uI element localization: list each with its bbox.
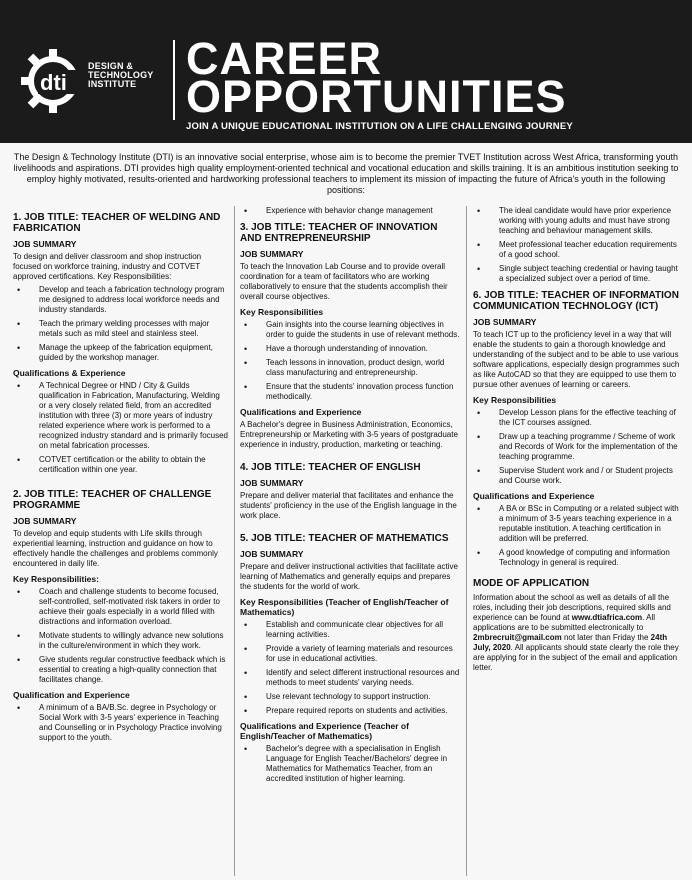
list-item: • Coach and challenge students to become focused, self-controlled, self-motivated risk takers in order to achieve their goals especially in a world filled with distractions and information overload. [31,587,229,627]
header-banner [0,0,692,143]
list-item: • Manage the upkeep of the fabrication equipment, guided by the workshop manager. [31,343,229,363]
deadline-date: 24th July, 2020 [473,633,668,652]
brand-name [88,62,154,89]
list-item: • A BA or BSc in Computing or a related subject with a minimum of 3-5 years teaching experience in a reputable institution. A teaching certification in addition will be preferred. [491,504,683,544]
list-item: • Motivate students to willingly advance new solutions in the culture/environment in which they work. [31,631,229,651]
list-item: • The ideal candidate would have prior experience working with young adults and must have strong teaching and behaviour management skills. [491,206,683,236]
qualification-list [13,703,229,743]
job-title: 4. JOB TITLE: TEACHER OF ENGLISH [240,462,421,473]
application-text-part: not later than Friday the [561,633,649,642]
column-divider [466,206,467,876]
intro-paragraph: The Design & Technology Institute (DTI) is an innovative social enterprise, whose aim is to become the premier TVET Institution across West Africa, transforming youth livelihoods and aspirations. DTI provides high quality employment-oriented technical and vocational education and skills training. It is an ambitious institution seeking to employ highly motivated, results-oriented and hardworking professional teachers to implement its mission of impacting the future of Africa's youth in the following positions: [13,152,679,195]
job-title: 2. JOB TITLE: TEACHER OF CHALLENGE PROGRAMME [13,489,212,511]
section-heading: JOB SUMMARY [240,249,304,259]
application-text [473,593,683,673]
qualification-list [240,206,460,216]
list-item: • Teach the primary welding processes with major metals such as mild steel and stainless steel. [31,319,229,339]
list-item: • Provide a variety of learning materials and resources for use in educational activities. [258,644,460,664]
list-item: • Draw up a teaching programme / Scheme of work and Records of Work for the implementation of the teaching programme. [491,432,683,462]
responsibility-list [473,408,683,486]
list-item: • Teach lessons in innovation, product design, world class manufacturing and entrepreneurship. [258,358,460,378]
tagline: JOIN A UNIQUE EDUCATIONAL INSTITUTION ON A LIFE CHALLENGING JOURNEY [186,121,573,132]
qualification-list [13,381,229,475]
job-summary: To teach ICT up to the proficiency level in a way that will enable the students to gain a thorough knowledge and understanding of the subject and to be able to use various software applications, especially design programmes such as like AutoCAD so that they are equipped to use them to pursue other avenues of learning or careers. [473,330,680,389]
list-item: • Identify and select different instructional resources and methods to meet students' varying needs. [258,668,460,688]
list-item: • Ensure that the students' innovation process function methodically. [258,382,460,402]
list-item: • COTVET certification or the ability to obtain the certification within one year. [31,455,229,475]
list-item: • A minimum of a BA/B.Sc. degree in Psychology or Social Work with 3-5 years' experience in Teaching and Counselling or in Psychology Practice involving support to the youth. [31,703,229,743]
list-item: • Single subject teaching credential or having taught a specialized subject over a period of time. [491,264,683,284]
qualification-list [240,744,460,784]
section-heading: Qualifications & Experience [13,368,126,378]
section-heading: Qualifications and Experience (Teacher of English/Teacher of Mathematics) [240,721,409,741]
qualification-list [473,206,683,284]
list-item: • A good knowledge of computing and information Technology in general is required. [491,548,683,568]
email-link[interactable]: 2mbrecruit@gmail.com [473,633,562,642]
dti-logo [18,46,168,116]
list-item: • Give students regular constructive feedback which is essential to creating a high-quality connection that facilitates change. [31,655,229,685]
list-item: • Establish and communicate clear objectives for all learning activities. [258,620,460,640]
job-title: 6. JOB TITLE: TEACHER OF INFORMATION COMMUNICATION TECHNOLOGY (ICT) [473,290,679,312]
brand-line: TECHNOLOGY [88,70,154,80]
page-title-line2: OPPORTUNITIES [186,71,567,122]
list-item: • Supervise Student work and / or Student projects and Course work. [491,466,683,486]
section-heading: Key Responsibilities [473,395,557,405]
list-item: • Bachelor's degree with a specialisation in English Language for English Teacher/Bachelors' degree in Mathematics for Mathematics Teacher, from an accredited institution of higher learning. [258,744,460,784]
column-divider [234,206,235,876]
section-heading: JOB SUMMARY [473,317,537,327]
list-item: • Gain insights into the course learning objectives in order to guide the students in use of relevant methods. [258,320,460,340]
header-divider [173,40,175,120]
list-item: • Develop Lesson plans for the effective teaching of the ICT courses assigned. [491,408,683,428]
column-2 [240,206,460,788]
qualification-list [473,504,683,568]
section-heading: JOB SUMMARY [13,516,77,526]
application-text-part: . All applicants should state clearly the role they are applying for in the subject of the email and application letter. [473,643,679,672]
responsibility-list [240,620,460,716]
logo-text: dti [40,70,67,95]
list-item: • Use relevant technology to support instruction. [258,692,460,702]
responsibility-list [13,285,229,363]
brand-line: DESIGN & [88,61,134,71]
job-title: 3. JOB TITLE: TEACHER OF INNOVATION AND ENTREPRENEURSHIP [240,222,438,244]
section-heading: JOB SUMMARY [13,239,77,249]
gear-logo-icon [18,46,88,116]
section-heading: Qualifications and Experience [473,491,595,501]
column-1 [13,206,229,747]
job-summary: To design and deliver classroom and shop instruction focused on workforce training, industry and COTVET approved certifications. Key Responsibilities: [13,252,202,281]
job-summary: Prepare and deliver material that facilitates and enhance the students' proficiency in the use of the English language in the work place. [240,491,457,520]
responsibility-list [13,587,229,685]
job-summary: Prepare and deliver instructional activities that facilitate active learning of Mathematics and generally equips and prepares the students for the world of work. [240,562,458,591]
brand-line: INSTITUTE [88,79,137,89]
section-heading: JOB SUMMARY [240,549,304,559]
application-text-part: . All applications are to be submitted electronically to [473,613,656,632]
section-heading: Key Responsibilities [240,307,324,317]
section-heading: Key Responsibilities: [13,574,99,584]
job-summary: To teach the Innovation Lab Course and to provide overall coordination for a team of facilitators who are working collaboratively to ensure that the students accomplish their overall course objectives. [240,262,448,301]
page-title-line1: CAREER [186,33,383,84]
website-link[interactable]: www.dtiafrica.com [571,613,643,622]
list-item: • Experience with behavior change management [258,206,460,216]
application-text-part: Information about the school as well as details of all the roles, including their job descriptions, required skills and experience can be found at [473,593,671,622]
list-item: • Develop and teach a fabrication technology program me designed to address local workforce needs and industry standards. [31,285,229,315]
list-item: • A Technical Degree or HND / City & Guilds qualification in Fabrication, Manufacturing, Welding or a very closely related field, from an accredited institution with three (3) or more years of industry related experience where work is performed to a recognized industry standard and is primarily focused on metal fabrication processes. [31,381,229,451]
section-heading: JOB SUMMARY [240,478,304,488]
list-item: • Have a thorough understanding of innovation. [258,344,460,354]
application-title: MODE OF APPLICATION [473,578,590,589]
column-3 [473,206,683,676]
job-title: 1. JOB TITLE: TEACHER OF WELDING AND FABRICATION [13,212,221,234]
section-heading: Qualifications and Experience [240,407,362,417]
section-heading: Key Responsibilities (Teacher of English/Teacher of Mathematics) [240,597,449,617]
job-title: 5. JOB TITLE: TEACHER OF MATHEMATICS [240,533,449,544]
list-item: • Prepare required reports on students and activities. [258,706,460,716]
section-heading: Qualification and Experience [13,690,130,700]
responsibility-list [240,320,460,402]
qualification-text: A Bachelor's degree in Business Administration, Economics, Entrepreneurship or Marketing with 3-5 years of postgraduate experience in industry, production, marketing or teaching. [240,420,458,449]
application-section [473,578,683,673]
job-summary: To develop and equip students with Life skills through experiential learning, instruction and guidance on how to effectively handle the challenges and problems commonly encountered in daily life. [13,529,218,568]
list-item: • Meet professional teacher education requirements of a good school. [491,240,683,260]
